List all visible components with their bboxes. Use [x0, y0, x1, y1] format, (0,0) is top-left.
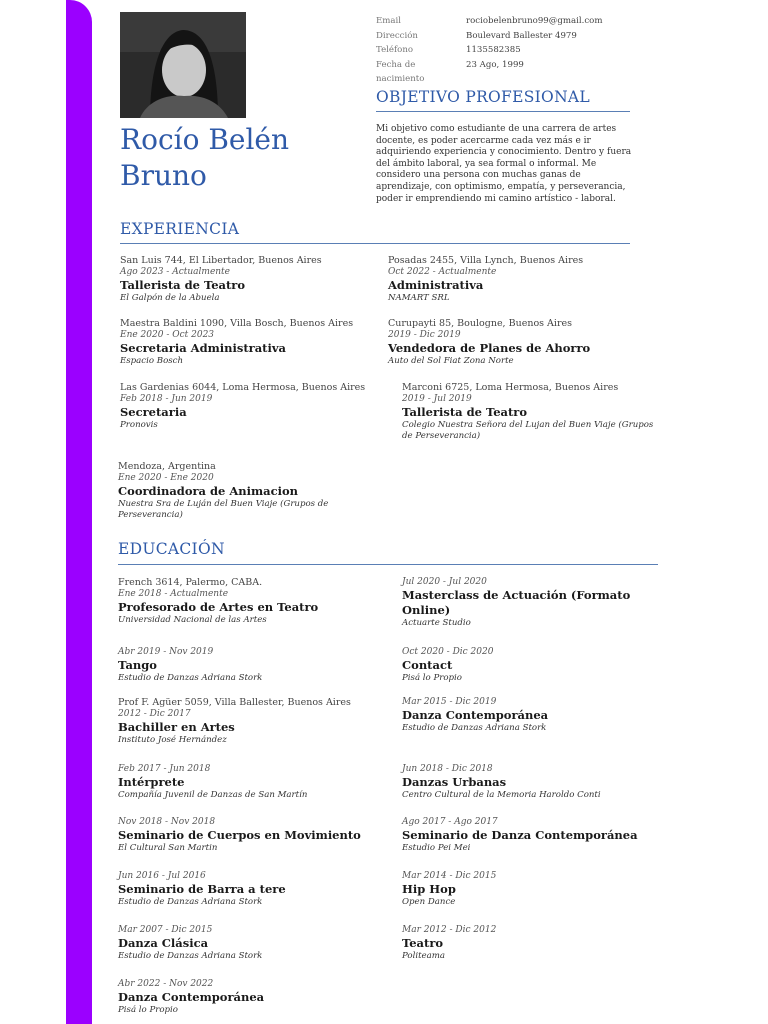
contact-phone: 1135582385 — [466, 45, 521, 55]
education-org: Pisá lo Propio — [118, 1005, 178, 1015]
education-org: Open Dance — [402, 897, 456, 907]
experience-address: Maestra Baldini 1090, Villa Bosch, Buenos Aires — [120, 318, 354, 329]
education-date: Abr 2022 - Nov 2022 — [118, 979, 214, 989]
experience-item — [118, 461, 348, 521]
education-date: Jun 2018 - Dic 2018 — [402, 764, 493, 774]
education-org: Politeama — [402, 951, 446, 961]
experience-item — [388, 255, 648, 304]
education-item — [118, 817, 398, 854]
education-org: Estudio de Danzas Adriana Stork — [118, 897, 263, 907]
education-role: Seminario de Danza Contemporánea — [402, 828, 638, 842]
education-role: Danzas Urbanas — [402, 775, 507, 789]
experience-role: Tallerista de Teatro — [120, 278, 246, 292]
education-date: Mar 2012 - Dic 2012 — [402, 925, 497, 935]
education-org: Instituto José Hernández — [118, 735, 227, 745]
experience-date: Oct 2022 - Actualmente — [388, 267, 497, 277]
experience-address: Mendoza, Argentina — [118, 461, 216, 472]
experience-address: San Luis 744, El Libertador, Buenos Aires — [120, 255, 322, 266]
contact-label: Dirección — [376, 30, 418, 41]
objective-text: Mi objetivo como estudiante de una carrera de artes docente, es poder acercarme cada vez más e ir adquiriendo experiencia y conocimiento. Dentro y fuera del ámbito laboral, ya sea formal o informal. Me considero una persona con muchas ganas de aprendizaje, con optimismo, empatía, y perseverancia, poder ir emprendiendo mi camino artístico - laboral. — [376, 124, 632, 204]
education-item — [402, 764, 652, 801]
education-org: Actuarte Studio — [402, 618, 471, 628]
education-date: Jun 2016 - Jul 2016 — [118, 871, 206, 881]
education-role: Profesorado de Artes en Teatro — [118, 600, 319, 614]
experience-date: Ene 2020 - Ene 2020 — [118, 473, 214, 483]
experience-date: 2019 - Jul 2019 — [402, 394, 472, 404]
person-first-name: Rocío Belén — [120, 123, 290, 156]
experience-address: Posadas 2455, Villa Lynch, Buenos Aires — [388, 255, 584, 266]
experience-item — [120, 318, 380, 367]
objective-divider — [376, 111, 630, 112]
experience-item — [388, 318, 648, 367]
education-date: Jul 2020 - Jul 2020 — [402, 577, 487, 587]
education-item — [118, 647, 388, 684]
education-role: Tango — [118, 658, 157, 672]
education-role: Danza Contemporánea — [118, 990, 265, 1004]
contact-row — [376, 43, 603, 58]
experience-org: Colegio Nuestra Señora del Lujan del Buen Viaje (Grupos de Perseverancia) — [402, 420, 654, 441]
experience-role: Vendedora de Planes de Ahorro — [388, 341, 591, 355]
education-role: Danza Clásica — [118, 936, 209, 950]
contact-address: Boulevard Ballester 4979 — [466, 30, 577, 41]
contact-row — [376, 58, 603, 87]
experience-divider — [120, 243, 630, 244]
profile-photo — [120, 12, 246, 118]
experience-item — [402, 382, 658, 442]
person-last-name: Bruno — [120, 159, 207, 192]
education-date: Nov 2018 - Nov 2018 — [118, 817, 216, 827]
experience-org: NAMART SRL — [388, 293, 450, 303]
education-date: Mar 2014 - Dic 2015 — [402, 871, 497, 881]
experience-date: Ago 2023 - Actualmente — [120, 267, 231, 277]
contact-label: Teléfono — [376, 45, 414, 55]
education-org: El Cultural San Martin — [118, 843, 218, 853]
education-role: Danza Contemporánea — [402, 708, 549, 722]
education-org: Estudio de Danzas Adriana Stork — [118, 673, 263, 683]
experience-org: El Galpón de la Abuela — [120, 293, 220, 303]
education-role: Seminario de Cuerpos en Movimiento — [118, 828, 361, 842]
education-item — [118, 577, 388, 626]
education-org: Centro Cultural de la Memoria Haroldo Conti — [402, 790, 601, 800]
education-role: Masterclass de Actuación (Formato Online) — [402, 588, 631, 617]
person-name — [120, 122, 289, 194]
education-role: Contact — [402, 658, 453, 672]
education-item — [118, 979, 388, 1016]
education-role: Seminario de Barra a tere — [118, 882, 286, 896]
education-role: Bachiller en Artes — [118, 720, 235, 734]
contact-block — [376, 14, 603, 87]
experience-date: Ene 2020 - Oct 2023 — [120, 330, 215, 340]
education-date: 2012 - Dic 2017 — [118, 709, 191, 719]
education-item — [402, 697, 642, 734]
education-item — [118, 697, 398, 746]
education-date: Ene 2018 - Actualmente — [118, 589, 229, 599]
education-date: Abr 2019 - Nov 2019 — [118, 647, 214, 657]
education-org: Compañía Juvenil de Danzas de San Martín — [118, 790, 308, 800]
education-org: Universidad Nacional de las Artes — [118, 615, 267, 625]
education-item — [118, 871, 388, 908]
education-org: Estudio de Danzas Adriana Stork — [118, 951, 263, 961]
experience-address: Marconi 6725, Loma Hermosa, Buenos Aires — [402, 382, 619, 393]
education-address: French 3614, Palermo, CABA. — [118, 577, 263, 588]
page-margin — [0, 0, 66, 1024]
accent-bar — [66, 0, 92, 1024]
contact-row — [376, 14, 603, 29]
education-date: Mar 2015 - Dic 2019 — [402, 697, 497, 707]
experience-role: Secretaria — [120, 405, 187, 419]
experience-org: Nuestra Sra de Luján del Buen Viaje (Grupos de Perseverancia) — [118, 499, 329, 520]
education-date: Mar 2007 - Dic 2015 — [118, 925, 213, 935]
experience-role: Coordinadora de Animacion — [118, 484, 299, 498]
contact-row — [376, 29, 603, 44]
experience-org: Pronovis — [120, 420, 158, 430]
education-divider — [118, 564, 658, 565]
education-org: Estudio de Danzas Adriana Stork — [402, 723, 547, 733]
education-item — [402, 647, 642, 684]
education-item — [402, 871, 642, 908]
experience-item — [120, 382, 390, 431]
education-role: Hip Hop — [402, 882, 456, 896]
education-date: Feb 2017 - Jun 2018 — [118, 764, 211, 774]
education-item — [402, 577, 642, 629]
education-item — [402, 925, 642, 962]
education-org: Estudio Pei Mei — [402, 843, 471, 853]
education-item — [402, 817, 662, 854]
experience-date: 2019 - Dic 2019 — [388, 330, 461, 340]
experience-role: Administrativa — [388, 278, 484, 292]
objective-heading: OBJETIVO PROFESIONAL — [376, 88, 591, 106]
education-date: Oct 2020 - Dic 2020 — [402, 647, 494, 657]
contact-birthdate: 23 Ago, 1999 — [466, 59, 524, 70]
education-address: Prof F. Agüer 5059, Villa Ballester, Buenos Aires — [118, 697, 351, 708]
contact-label: Email — [376, 16, 402, 26]
experience-org: Espacio Bosch — [120, 356, 184, 366]
education-heading: EDUCACIÓN — [118, 540, 225, 558]
experience-org: Auto del Sol Fiat Zona Norte — [388, 356, 514, 366]
experience-date: Feb 2018 - Jun 2019 — [120, 394, 213, 404]
experience-role: Secretaria Administrativa — [120, 341, 286, 355]
education-org: Pisá lo Propio — [402, 673, 462, 683]
education-item — [118, 764, 388, 801]
experience-heading: EXPERIENCIA — [120, 220, 240, 238]
education-role: Teatro — [402, 936, 444, 950]
experience-address: Las Gardenias 6044, Loma Hermosa, Buenos Aires — [120, 382, 366, 393]
experience-address: Curupayti 85, Boulogne, Buenos Aires — [388, 318, 572, 329]
experience-item — [120, 255, 380, 304]
contact-email[interactable]: rociobelenbruno99@gmail.com — [466, 16, 603, 26]
contact-label: Fecha de nacimiento — [376, 59, 425, 84]
experience-role: Tallerista de Teatro — [402, 405, 528, 419]
education-date: Ago 2017 - Ago 2017 — [402, 817, 498, 827]
education-item — [118, 925, 388, 962]
education-role: Intérprete — [118, 775, 185, 789]
